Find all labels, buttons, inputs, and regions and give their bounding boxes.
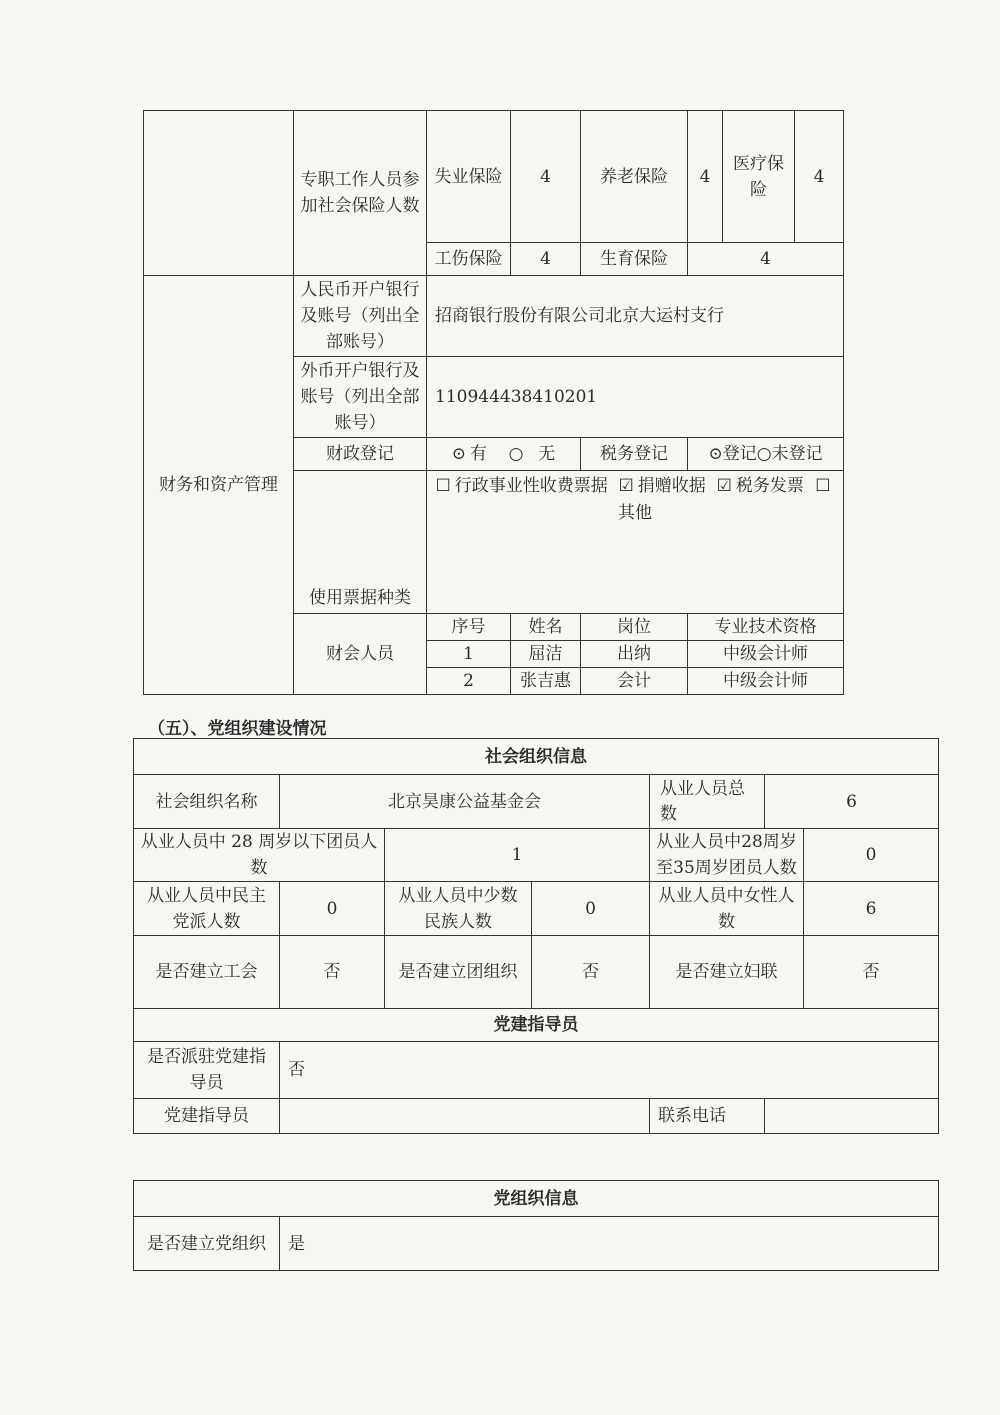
medical-value: 4 <box>795 111 844 243</box>
accountant-no: 2 <box>427 668 511 695</box>
union-label: 是否建立工会 <box>134 936 280 1009</box>
medical-label: 医疗保险 <box>723 111 795 243</box>
guide-name-value <box>280 1099 650 1134</box>
accountant-qualification: 中级会计师 <box>688 641 844 668</box>
org-name-label: 社会组织名称 <box>134 775 280 829</box>
accountant-name: 屈洁 <box>511 641 581 668</box>
accountant-header-qualification: 专业技术资格 <box>688 614 844 641</box>
fiscal-reg-options <box>427 438 581 471</box>
foreign-account-label: 外币开户银行及账号（列出全部账号） <box>294 357 427 438</box>
accountants-label: 财会人员 <box>294 614 427 695</box>
org-name-value: 北京昊康公益基金会 <box>280 775 650 829</box>
tax-reg-label: 税务登记 <box>581 438 688 471</box>
injury-value: 4 <box>511 243 581 276</box>
party-org-established-value: 是 <box>280 1217 939 1271</box>
accountant-header-no: 序号 <box>427 614 511 641</box>
women-fed-value: 否 <box>804 936 939 1009</box>
fiscal-no-label: 无 <box>538 444 556 464</box>
league-28-35-label: 从业人员中28周岁至35周岁团员人数 <box>650 829 804 882</box>
accountant-post: 出纳 <box>581 641 688 668</box>
party-org-header: 党组织信息 <box>134 1181 939 1217</box>
league-under28-label: 从业人员中 28 周岁以下团员人数 <box>134 829 385 882</box>
accountant-no: 1 <box>427 641 511 668</box>
pension-value: 4 <box>688 111 723 243</box>
minority-value: 0 <box>532 882 650 936</box>
accountant-post: 会计 <box>581 668 688 695</box>
party-org-table <box>133 1180 939 1271</box>
org-info-table <box>133 738 939 1134</box>
party-org-established-label: 是否建立党组织 <box>134 1217 280 1271</box>
receipt-options <box>427 471 844 614</box>
receipt-other-label: 其他 <box>618 503 652 523</box>
foreign-account-value: 110944438410201 <box>427 357 844 438</box>
women-fed-label: 是否建立妇联 <box>650 936 804 1009</box>
accountant-name: 张吉惠 <box>511 668 581 695</box>
rmb-account-value: 招商银行股份有限公司北京大运村支行 <box>427 276 844 357</box>
party-guide-header: 党建指导员 <box>134 1009 939 1042</box>
guide-phone-value <box>765 1099 939 1134</box>
receipt-donation-checkbox-icon: ☑ <box>618 476 634 496</box>
insurance-section-cell <box>144 111 294 276</box>
party-section-title: （五）、党组织建设情况 <box>148 719 327 739</box>
accountant-qualification: 中级会计师 <box>688 668 844 695</box>
maternity-value: 4 <box>688 243 844 276</box>
receipt-tax-label: 税务发票 <box>735 476 804 496</box>
league-28-35-value: 0 <box>804 829 939 882</box>
minority-label: 从业人员中少数民族人数 <box>385 882 532 936</box>
finance-section-label: 财务和资产管理 <box>144 276 294 695</box>
union-value: 否 <box>280 936 385 1009</box>
female-value: 6 <box>804 882 939 936</box>
league-under28-value: 1 <box>385 829 650 882</box>
female-label: 从业人员中女性人数 <box>650 882 804 936</box>
accountant-header-post: 岗位 <box>581 614 688 641</box>
unemployment-label: 失业保险 <box>427 111 511 243</box>
guide-assigned-value: 否 <box>280 1042 939 1099</box>
receipt-admin-checkbox-icon: ☐ <box>435 476 451 496</box>
receipt-admin-label: 行政事业性收费票据 <box>454 476 608 496</box>
pension-label: 养老保险 <box>581 111 688 243</box>
accountant-header-name: 姓名 <box>511 614 581 641</box>
democratic-party-label: 从业人员中民主党派人数 <box>134 882 280 936</box>
league-org-label: 是否建立团组织 <box>385 936 532 1009</box>
fiscal-yes-label: 有 <box>469 444 487 464</box>
unemployment-value: 4 <box>511 111 581 243</box>
guide-phone-label: 联系电话 <box>650 1099 765 1134</box>
staff-total-label: 从业人员总数 <box>650 775 765 829</box>
staff-total-value: 6 <box>765 775 939 829</box>
guide-assigned-label: 是否派驻党建指导员 <box>134 1042 280 1099</box>
receipt-other-checkbox-icon: ☐ <box>815 476 831 496</box>
fiscal-reg-label: 财政登记 <box>294 438 427 471</box>
org-info-header: 社会组织信息 <box>134 739 939 775</box>
democratic-party-value: 0 <box>280 882 385 936</box>
maternity-label: 生育保险 <box>581 243 688 276</box>
receipt-tax-checkbox-icon: ☑ <box>716 476 732 496</box>
guide-name-label: 党建指导员 <box>134 1099 280 1134</box>
rmb-account-label: 人民币开户银行及账号（列出全部账号） <box>294 276 427 357</box>
receipt-donation-label: 捐赠收据 <box>637 476 706 496</box>
fiscal-no-radio-icon: ○ <box>508 444 524 464</box>
receipts-label: 使用票据种类 <box>294 471 427 614</box>
injury-label: 工伤保险 <box>427 243 511 276</box>
fiscal-yes-radio-icon: ⊙ <box>451 444 466 464</box>
finance-table <box>143 110 844 695</box>
insurance-label: 专职工作人员参加社会保险人数 <box>294 111 427 276</box>
league-org-value: 否 <box>532 936 650 1009</box>
tax-reg-value: ⊙登记○未登记 <box>688 438 844 471</box>
